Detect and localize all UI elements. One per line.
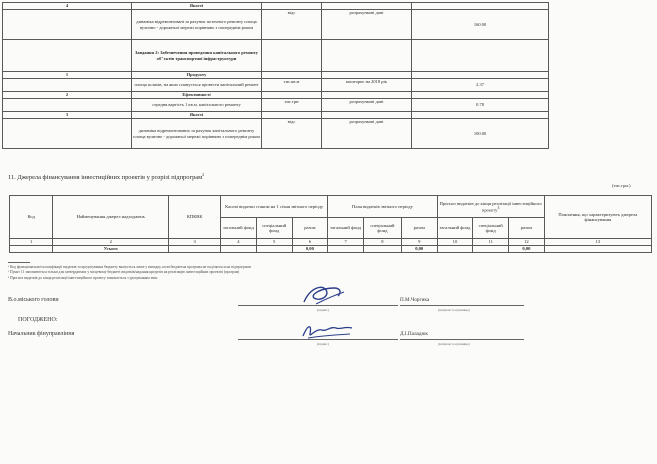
- fin-name-caption: (ініціали та прізвище): [438, 342, 470, 346]
- header-source-name: Найменування джерел надходжень: [53, 196, 169, 239]
- head-signature: [300, 282, 346, 308]
- indicator-name: динаміка відремонтованих за рахунок капітального ремонту площа вулично - дорожньої мережі порівняно з попереднім роком: [132, 119, 262, 149]
- total-forecast: 0,00: [509, 246, 545, 253]
- indicator-unit: відс: [262, 10, 322, 40]
- header-plan: План видатків звітного періоду: [328, 196, 437, 218]
- indicator-source: кошторис на 2018 рік: [322, 79, 412, 92]
- column-number: 5: [256, 239, 292, 246]
- indicator-unit: тис.грн: [262, 99, 322, 112]
- row-number: 1: [3, 72, 132, 79]
- indicator-value: 160.00: [412, 10, 549, 40]
- sub-general-fund: загальний фонд: [221, 218, 257, 239]
- sub-general-fund: загальний фонд: [328, 218, 364, 239]
- head-position-label: В.о.міського голови: [8, 297, 59, 303]
- fin-head-name: Д.І.Паладюк: [400, 331, 428, 337]
- column-number: 7: [328, 239, 364, 246]
- footnote-divider: [8, 262, 30, 263]
- column-number: 3: [169, 239, 221, 246]
- row-number: 3: [3, 112, 132, 119]
- indicator-name: площа шляхів, на яких планується провести капітальний ремонт: [132, 79, 262, 92]
- indicator-source: розрахункові дані: [322, 119, 412, 149]
- indicator-group: Якості: [132, 112, 262, 119]
- header-explanation: Пояснення, що характеризують джерела фінансування: [544, 196, 651, 239]
- row-number: 4: [3, 3, 132, 10]
- indicator-value: 100.00: [412, 119, 549, 149]
- unit-label: (тис.грн.): [612, 183, 631, 188]
- column-number: 9: [401, 239, 437, 246]
- total-row: [10, 246, 652, 253]
- fin-name-line: [400, 339, 524, 340]
- head-sign-caption: (підпис): [317, 308, 329, 312]
- indicator-value: 0.78: [412, 99, 549, 112]
- task-title: Завдання 2: Забезпечення проведення капітального ремонту об"єктів транспортної інфраструктури: [132, 40, 262, 72]
- head-name-line: [400, 305, 524, 306]
- column-number: 12: [509, 239, 545, 246]
- indicator-group: Ефективності: [132, 92, 262, 99]
- sub-special-fund: спеціальний фонд: [473, 218, 509, 239]
- sub-total: разом: [401, 218, 437, 239]
- indicator-source: розрахункові дані: [322, 99, 412, 112]
- indicator-value: 2.37: [412, 79, 549, 92]
- indicator-group: Продукту: [132, 72, 262, 79]
- column-number: 1: [10, 239, 53, 246]
- column-number: 10: [437, 239, 473, 246]
- indicators-table: [2, 2, 549, 149]
- column-number: 2: [53, 239, 169, 246]
- footnote-3: ³ Прогноз видатків до кінця реалізації інвестиційного проекту зазначається з урахуванням змін: [8, 276, 158, 280]
- indicator-name: динаміка відремонтовані за рахунок поточного ремонту площа вулично - дорожньої мережі порівняно з попереднім роком: [132, 10, 262, 40]
- head-name-caption: (ініціали та прізвище): [438, 308, 470, 312]
- head-name: П.М.Чоргика: [400, 297, 430, 303]
- indicator-name: середня вартість 1 кв.м. капітального ремонту: [132, 99, 262, 112]
- total-cash: 0,00: [292, 246, 328, 253]
- column-number: 4: [221, 239, 257, 246]
- sub-total: разом: [292, 218, 328, 239]
- fin-head-position-label: Начальник фінуправління: [8, 331, 75, 337]
- indicator-unit: тис.кв.м: [262, 79, 322, 92]
- header-code: Код: [10, 196, 53, 239]
- funding-sources-table: [9, 195, 652, 253]
- indicator-group: Якості: [132, 3, 262, 10]
- row-number: 2: [3, 92, 132, 99]
- total-label: Усього: [53, 246, 169, 253]
- indicator-source: розрахункові дані: [322, 10, 412, 40]
- column-number: 11: [473, 239, 509, 246]
- column-numbers-row: [10, 239, 652, 246]
- sub-total: разом: [509, 218, 545, 239]
- column-number: 13: [544, 239, 651, 246]
- sub-special-fund: спеціальний фонд: [256, 218, 292, 239]
- footnote-2: ² Пункт 11 заповнюється тільки для затверджених у місцевому бюджеті видатків/надання кредитів на реалізацію інвестиційних проектів (програм): [8, 270, 240, 274]
- sub-general-fund: загальний фонд: [437, 218, 473, 239]
- indicator-unit: відс: [262, 119, 322, 149]
- sub-special-fund: спеціальний фонд: [363, 218, 401, 239]
- approved-label: ПОГОДЖЕНО:: [18, 317, 58, 323]
- footnote-1: ¹ Код функціональної класифікації видатків та кредитування бюджету вказується лише у випадку, коли бюджетна програма не поділяється на підпрограми: [8, 265, 251, 269]
- header-cash-expenses: Касові видатки станом на 1 січня звітного періоду: [221, 196, 328, 218]
- fin-sign-caption: (підпис): [317, 342, 329, 346]
- header-kpkvk: КПКВК: [169, 196, 221, 239]
- column-number: 8: [363, 239, 401, 246]
- total-plan: 0,00: [401, 246, 437, 253]
- fin-signature: [300, 320, 356, 342]
- column-number: 6: [292, 239, 328, 246]
- section-title: 11. Джерела фінансування інвестиційних проектів у розрізі підпрограм$^2$: [8, 172, 205, 182]
- header-forecast: Прогноз видатків до кінця реалізації інвестиційного проекту$^3$: [437, 196, 544, 218]
